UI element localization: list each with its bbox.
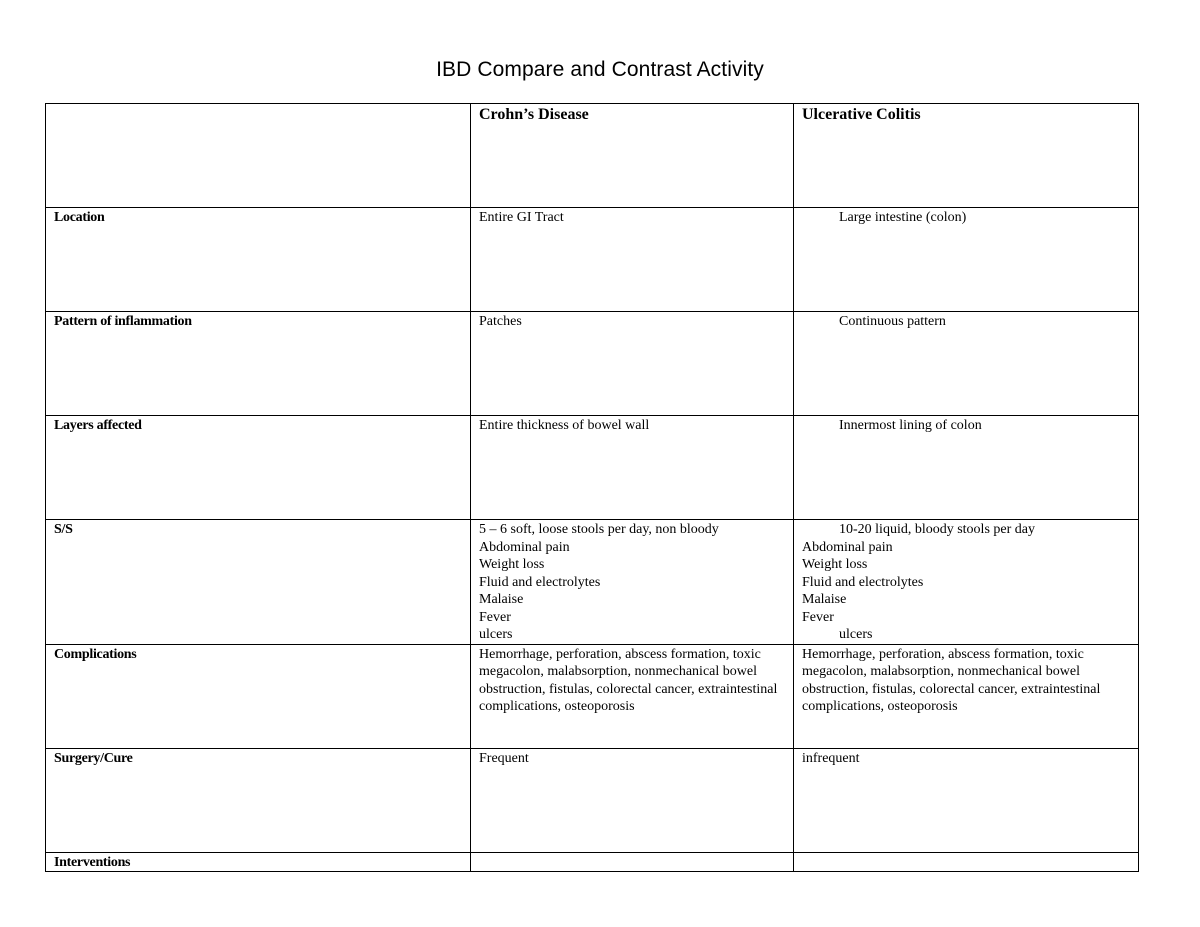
ss-crohns-line: Malaise xyxy=(479,592,524,607)
ss-uc-line: Fever xyxy=(802,609,834,625)
row-label-surgery: Surgery/Cure xyxy=(46,748,471,852)
table-header-row xyxy=(46,104,1139,208)
table-row-location xyxy=(46,208,1139,312)
header-crohns: Crohn’s Disease xyxy=(471,104,794,208)
row-label-location: Location xyxy=(46,208,471,312)
header-cell-empty xyxy=(46,104,471,208)
page-title: IBD Compare and Contrast Activity xyxy=(436,58,764,81)
table-row-surgery xyxy=(46,748,1139,852)
ss-crohns-line: Weight loss xyxy=(479,557,545,572)
cell-uc-surgery: infrequent xyxy=(794,748,1139,852)
ss-uc-line: Fluid and electrolytes xyxy=(802,574,924,590)
cell-crohns-location: Entire GI Tract xyxy=(471,208,794,312)
table-row-ss xyxy=(46,520,1139,645)
cell-crohns-surgery: Frequent xyxy=(471,748,794,852)
row-label-complications: Complications xyxy=(46,644,471,748)
cell-crohns-layers: Entire thickness of bowel wall xyxy=(471,416,794,520)
ss-uc-line: Malaise xyxy=(802,592,847,607)
ss-uc-line: Weight loss xyxy=(802,557,868,572)
cell-crohns-complications: Hemorrhage, perforation, abscess formation, toxic megacolon, malabsorption, nonmechanical bowel obstruction, fistulas, colorectal cancer, extraintestinal complications, osteoporosis xyxy=(471,644,794,748)
row-label-layers: Layers affected xyxy=(46,416,471,520)
cell-uc-layers-wrap xyxy=(794,416,1139,520)
cell-crohns-interventions xyxy=(471,852,794,872)
table-row-layers xyxy=(46,416,1139,520)
cell-uc-interventions xyxy=(794,852,1139,872)
row-label-interventions: Interventions xyxy=(46,852,471,872)
table-row-complications xyxy=(46,644,1139,748)
row-label-pattern: Pattern of inflammation xyxy=(46,312,471,416)
ss-uc-line: 10-20 liquid, bloody stools per day xyxy=(839,522,1035,537)
cell-uc-ss xyxy=(794,520,1139,645)
cell-uc-complications: Hemorrhage, perforation, abscess formation, toxic megacolon, malabsorption, nonmechanical bowel obstruction, fistulas, colorectal cancer, extraintestinal complications, osteoporosis xyxy=(794,644,1139,748)
row-label-ss: S/S xyxy=(46,520,471,645)
ss-uc-line: Abdominal pain xyxy=(802,539,893,555)
table-row-interventions xyxy=(46,852,1139,872)
ss-crohns-line: ulcers xyxy=(479,627,513,642)
table-row-pattern xyxy=(46,312,1139,416)
cell-crohns-pattern: Patches xyxy=(471,312,794,416)
ss-crohns-line: Fever xyxy=(479,609,511,625)
cell-uc-pattern-wrap xyxy=(794,312,1139,416)
cell-uc-layers: Innermost lining of colon xyxy=(839,418,982,433)
ss-uc-line: ulcers xyxy=(839,627,873,642)
ss-crohns-line: 5 – 6 soft, loose stools per day, non bloody xyxy=(479,522,719,537)
ss-crohns-line: Abdominal pain xyxy=(479,539,570,555)
header-ulcerative-colitis: Ulcerative Colitis xyxy=(794,104,1139,208)
cell-uc-location: Large intestine (colon) xyxy=(839,210,967,225)
compare-table xyxy=(45,103,1139,872)
cell-crohns-ss xyxy=(471,520,794,645)
cell-uc-location-wrap xyxy=(794,208,1139,312)
ss-crohns-line: Fluid and electrolytes xyxy=(479,574,601,590)
cell-uc-pattern: Continuous pattern xyxy=(839,314,946,329)
